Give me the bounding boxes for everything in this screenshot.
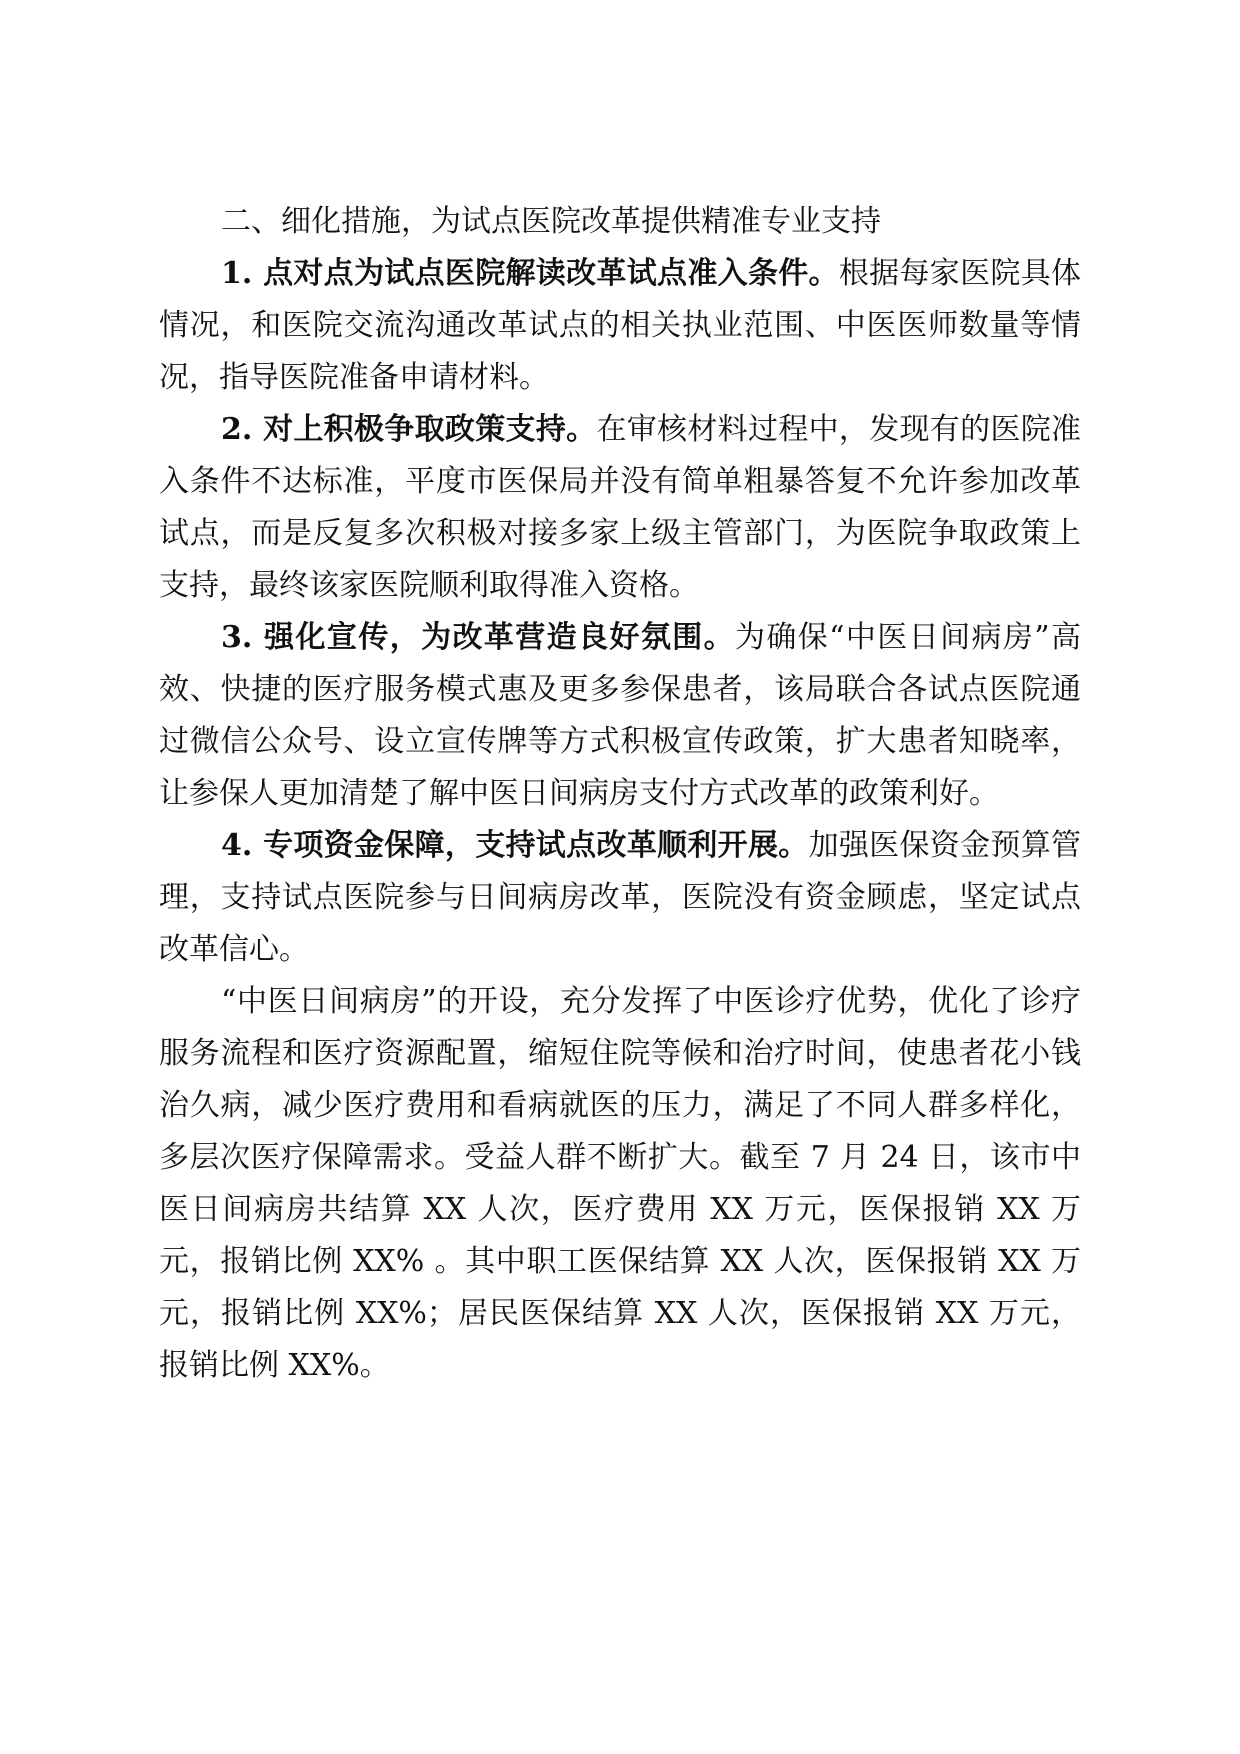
- document-page: [159, 196, 1081, 1392]
- closing-paragraph: “中医日间病房”的开设，充分发挥了中医诊疗优势，优化了诊疗服务流程和医疗资源配置，缩短住院等候和治疗时间，使患者花小钱治久病，减少医疗费用和看病就医的压力，满足了不同人群多样化，多层次医疗保障需求。受益人群不断扩大。截至 7 月 24 日，该市中医日间病房共结算 XX 人次，医疗费用 XX 万元，医保报销 XX 万元，报销比例 XX% 。其中职工医保结算 XX 人次，医保报销 XX 万元，报销比例 XX%；居民医保结算 XX 人次，医保报销 XX 万元，报销比例 XX%。: [159, 984, 1081, 1383]
- measure-paragraph-4: [159, 820, 1081, 976]
- measure-text-2: 在审核材料过程中，发现有的医院准入条件不达标准，平度市医保局并没有简单粗暴答复不允许参加改革试点，而是反复多次积极对接多家上级主管部门，为医院争取政策上支持，最终该家医院顺利取得准入资格。: [159, 412, 1082, 603]
- measure-paragraph-3: [159, 612, 1081, 820]
- measure-paragraph-2: [159, 404, 1081, 612]
- section-heading: 二、细化措施，为试点医院改革提供精准专业支持: [221, 204, 881, 239]
- measure-lead-2: 2. 对上积极争取政策支持。: [221, 412, 597, 447]
- measure-text-3: 为确保“中医日间病房”高效、快捷的医疗服务模式惠及更多参保患者，该局联合各试点医院通过微信公众号、设立宣传牌等方式积极宣传政策，扩大患者知晓率，让参保人更加清楚了解中医日间病房支付方式改革的政策利好。: [159, 620, 1081, 811]
- measure-text-4: 加强医保资金预算管理，支持试点医院参与日间病房改革，医院没有资金顾虑，坚定试点改革信心。: [159, 828, 1082, 967]
- measure-lead-1: 1. 点对点为试点医院解读改革试点准入条件。: [221, 256, 839, 291]
- measure-text-1: 根据每家医院具体情况，和医院交流沟通改革试点的相关执业范围、中医医师数量等情况，指导医院准备申请材料。: [159, 256, 1082, 395]
- measure-lead-3: 3. 强化宣传，为改革营造良好氛围。: [221, 620, 736, 655]
- measure-lead-4: 4. 专项资金保障，支持试点改革顺利开展。: [221, 828, 809, 863]
- measure-paragraph-1: [159, 248, 1081, 404]
